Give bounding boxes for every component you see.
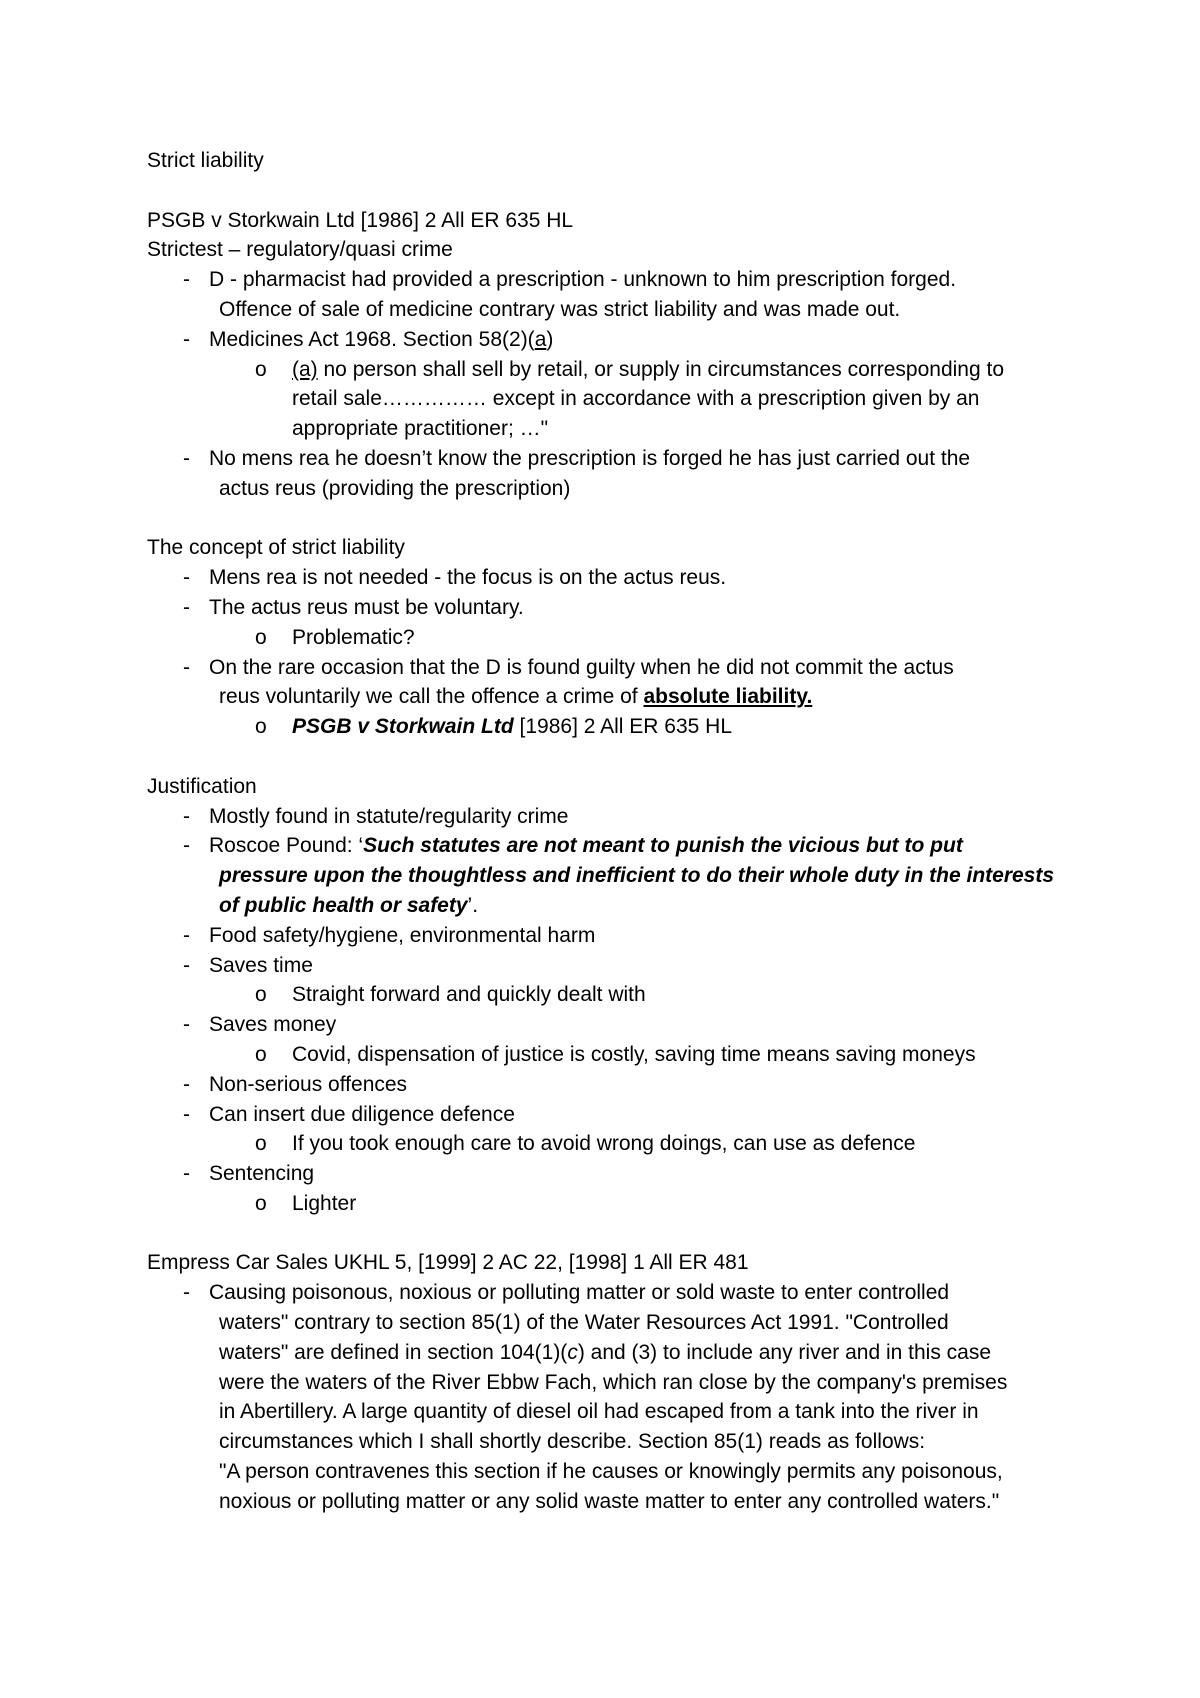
list-item: - Mostly found in statute/regularity crime (183, 804, 569, 828)
list-item: - Can insert due diligence defence (183, 1102, 515, 1126)
list-item: - Sentencing (183, 1162, 315, 1186)
sub-list-item: o Problematic? (255, 625, 415, 649)
list-item: - Non-serious offences (183, 1072, 408, 1096)
list-item-continuation: were the waters of the River Ebbw Fach, which ran close by the company's premises (219, 1370, 1008, 1394)
list-item-continuation: noxious or polluting matter or any solid waste matter to enter any controlled waters." (219, 1489, 1000, 1513)
sub-list-item-continuation: retail sale…………… except in accordance with a prescription given by an (292, 387, 980, 411)
list-item-continuation: circumstances which I shall shortly describe. Section 85(1) reads as follows: (219, 1430, 926, 1454)
list-item-continuation: "A person contravenes this section if he causes or knowingly permits any poisonous, (219, 1460, 1003, 1484)
list-item: - Saves time (183, 953, 313, 977)
list-item-continuation: waters" are defined in section 104(1)(c) and (3) to include any river and in this case (219, 1340, 992, 1364)
section-heading: The concept of strict liability (147, 536, 405, 560)
list-item: - Saves money (183, 1013, 337, 1037)
sub-list-item: o Straight forward and quickly dealt with (255, 983, 646, 1007)
list-item-continuation: waters" contrary to section 85(1) of the Water Resources Act 1991. "Controlled (219, 1311, 949, 1335)
list-item: - Roscoe Pound: ‘Such statutes are not meant to punish the vicious but to put (183, 834, 963, 858)
absolute-liability-term: absolute liability. (643, 685, 813, 709)
sub-list-item: o (a) no person shall sell by retail, or supply in circumstances corresponding to (255, 357, 1005, 381)
list-item: - No mens rea he doesn’t know the prescription is forged he has just carried out the (183, 446, 971, 470)
section-heading: Justification (147, 774, 257, 798)
list-item: - On the rare occasion that the D is found guilty when he did not commit the actus (183, 655, 954, 679)
page-title: Strict liability (147, 149, 264, 172)
sub-list-item: o If you took enough care to avoid wrong doings, can use as defence (255, 1132, 916, 1156)
list-item: - Causing poisonous, noxious or polluting matter or sold waste to enter controlled (183, 1281, 950, 1305)
sub-list-item: o Lighter (255, 1191, 357, 1215)
list-item: - Mens rea is not needed - the focus is on the actus reus. (183, 566, 727, 590)
case-heading: Empress Car Sales UKHL 5, [1999] 2 AC 22, [1998] 1 All ER 481 (147, 1251, 749, 1275)
sub-list-item-continuation: appropriate practitioner; …" (292, 417, 549, 441)
list-item-continuation: pressure upon the thoughtless and inefficient to do their whole duty in the interests (219, 864, 1055, 888)
list-item: - D - pharmacist had provided a prescription - unknown to him prescription forged. (183, 268, 957, 292)
sub-list-item: o PSGB v Storkwain Ltd [1986] 2 All ER 635 HL (255, 715, 733, 739)
list-item: - The actus reus must be voluntary. (183, 595, 524, 619)
case-subtitle: Strictest – regulatory/quasi crime (147, 238, 453, 262)
list-item: - Medicines Act 1968. Section 58(2)(a) (183, 327, 554, 351)
list-item-continuation: actus reus (providing the prescription) (219, 476, 571, 500)
list-item-continuation: of public health or safety’. (219, 893, 479, 917)
list-item-continuation: reus voluntarily we call the offence a crime of absolute liability. (219, 685, 813, 709)
list-item-continuation: Offence of sale of medicine contrary was strict liability and was made out. (219, 297, 901, 321)
document-body (147, 146, 1087, 1517)
list-item: - Food safety/hygiene, environmental harm (183, 923, 596, 947)
sub-list-item: o Covid, dispensation of justice is costly, saving time means saving moneys (255, 1042, 976, 1066)
list-item-continuation: in Abertillery. A large quantity of diesel oil had escaped from a tank into the river in (219, 1400, 979, 1424)
case-heading: PSGB v Storkwain Ltd [1986] 2 All ER 635 HL (147, 208, 574, 232)
